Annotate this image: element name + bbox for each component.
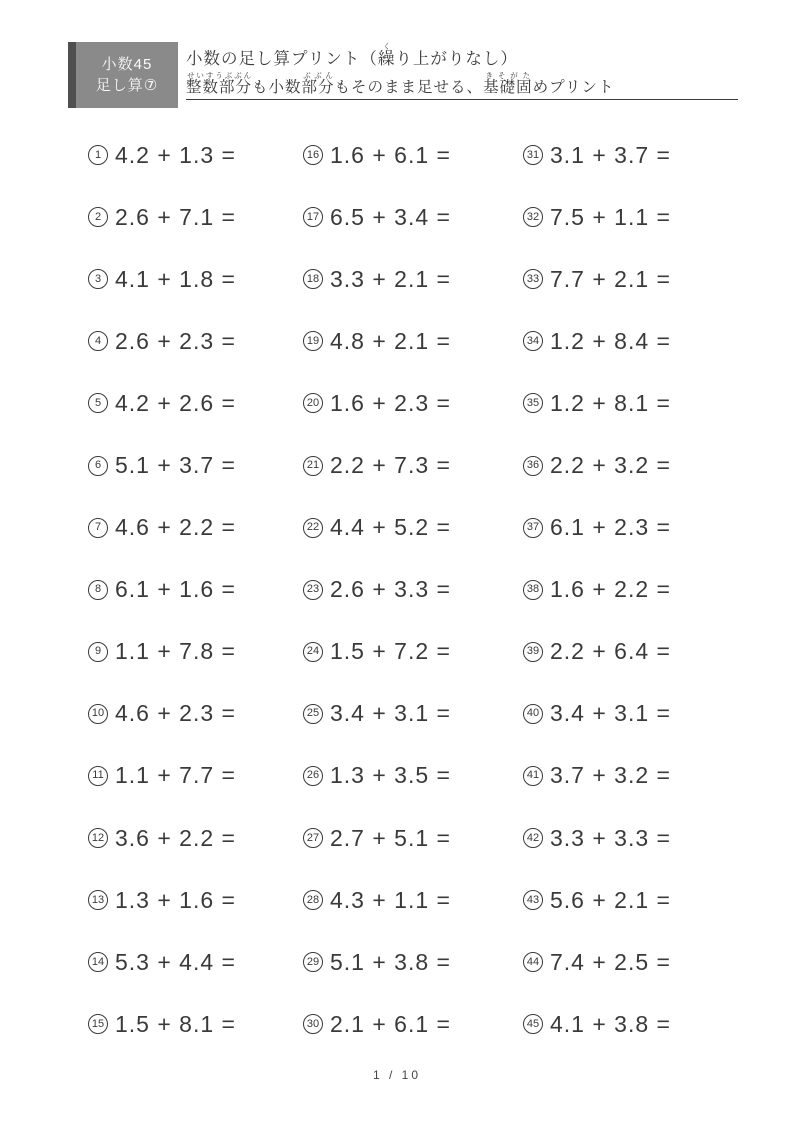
problem-item <box>523 310 738 372</box>
problem-number-badge: 18 <box>303 269 323 289</box>
problem-expression: 3.3 + 2.1 = <box>330 265 451 292</box>
problem-expression: 4.3 + 1.1 = <box>330 886 451 913</box>
problems-column-3 <box>523 124 738 1055</box>
title-text-post: り上がりなし） <box>395 50 518 68</box>
problem-item <box>88 434 303 496</box>
problem-expression: 6.1 + 1.6 = <box>115 576 236 603</box>
problem-number-badge: 31 <box>523 145 543 165</box>
problem-expression: 2.6 + 7.1 = <box>115 203 236 230</box>
problem-item <box>88 310 303 372</box>
problem-number-badge: 19 <box>303 331 323 351</box>
problem-number-badge: 23 <box>303 580 323 600</box>
problem-expression: 4.1 + 1.8 = <box>115 265 236 292</box>
problem-expression: 2.2 + 6.4 = <box>550 638 671 665</box>
problems-column-1 <box>88 124 303 1055</box>
problem-expression: 5.3 + 4.4 = <box>115 948 236 975</box>
subtitle-ruby-3-text: ぶぶん <box>301 70 335 80</box>
problem-item <box>303 186 523 248</box>
problem-item <box>303 310 523 372</box>
subtitle-text-6: めプリント <box>532 78 615 96</box>
problem-item <box>303 497 523 559</box>
problem-item <box>303 434 523 496</box>
unit-topic-label: 足し算⑦ <box>95 77 159 94</box>
problem-item <box>303 124 523 186</box>
problem-number-badge: 43 <box>523 890 543 910</box>
problem-item <box>88 621 303 683</box>
problem-number-badge: 11 <box>88 766 108 786</box>
problem-number-badge: 33 <box>523 269 543 289</box>
problem-expression: 1.2 + 8.4 = <box>550 327 671 354</box>
problem-item <box>88 372 303 434</box>
problem-item <box>303 869 523 931</box>
problem-number-badge: 36 <box>523 456 543 476</box>
problem-expression: 3.4 + 3.1 = <box>330 700 451 727</box>
problem-expression: 1.2 + 8.1 = <box>550 389 671 416</box>
problem-number-badge: 30 <box>303 1014 323 1034</box>
unit-label-box <box>68 42 178 108</box>
problem-expression: 4.2 + 1.3 = <box>115 141 236 168</box>
problems-column-2 <box>303 124 523 1055</box>
problem-expression: 2.6 + 2.3 = <box>115 327 236 354</box>
problem-number-badge: 3 <box>88 269 108 289</box>
problem-expression: 5.1 + 3.7 = <box>115 452 236 479</box>
problem-number-badge: 42 <box>523 828 543 848</box>
problem-number-badge: 39 <box>523 642 543 662</box>
problem-number-badge: 45 <box>523 1014 543 1034</box>
problem-number-badge: 2 <box>88 207 108 227</box>
problem-number-badge: 40 <box>523 704 543 724</box>
worksheet-header <box>68 42 738 108</box>
problem-expression: 4.1 + 3.8 = <box>550 1010 671 1037</box>
problem-expression: 1.3 + 3.5 = <box>330 762 451 789</box>
problem-number-badge: 22 <box>303 518 323 538</box>
worksheet-subtitle <box>186 71 738 96</box>
problem-number-badge: 41 <box>523 766 543 786</box>
problem-item <box>88 931 303 993</box>
worksheet-title <box>186 42 738 69</box>
subtitle-ruby-3 <box>301 70 335 96</box>
problem-item <box>523 807 738 869</box>
problem-item <box>303 931 523 993</box>
problem-item <box>88 186 303 248</box>
problem-expression: 5.1 + 3.8 = <box>330 948 451 975</box>
problem-item <box>523 621 738 683</box>
problem-item <box>303 559 523 621</box>
title-ruby-text: く <box>377 42 396 51</box>
problem-item <box>303 807 523 869</box>
title-text-pre: 小数の足し算プリント（ <box>186 50 378 68</box>
title-ruby <box>377 42 396 68</box>
page-number: 1 / 10 <box>372 1068 422 1082</box>
problem-expression: 6.1 + 2.3 = <box>550 514 671 541</box>
problem-expression: 4.6 + 2.3 = <box>115 700 236 727</box>
problem-expression: 6.5 + 3.4 = <box>330 203 451 230</box>
problem-expression: 4.6 + 2.2 = <box>115 514 236 541</box>
problem-item <box>88 745 303 807</box>
problem-number-badge: 10 <box>88 704 108 724</box>
problem-number-badge: 8 <box>88 580 108 600</box>
subtitle-text-4: もそのまま足せる、 <box>334 78 484 96</box>
problem-item <box>523 993 738 1055</box>
subtitle-ruby-3-base: 部分 <box>301 78 335 96</box>
problem-number-badge: 13 <box>88 890 108 910</box>
problem-item <box>523 869 738 931</box>
problem-expression: 4.2 + 2.6 = <box>115 389 236 416</box>
problem-number-badge: 1 <box>88 145 108 165</box>
subtitle-ruby-5-text: きそがた <box>483 70 533 80</box>
problem-expression: 7.5 + 1.1 = <box>550 203 671 230</box>
problem-expression: 2.2 + 3.2 = <box>550 452 671 479</box>
problem-expression: 2.7 + 5.1 = <box>330 824 451 851</box>
problem-item <box>523 745 738 807</box>
problem-number-badge: 6 <box>88 456 108 476</box>
problem-item <box>88 559 303 621</box>
subtitle-ruby-5 <box>483 70 533 96</box>
problem-item <box>88 807 303 869</box>
problem-number-badge: 7 <box>88 518 108 538</box>
problem-item <box>523 931 738 993</box>
subtitle-ruby-5-base: 基礎固 <box>483 78 533 96</box>
problem-number-badge: 28 <box>303 890 323 910</box>
problem-item <box>88 497 303 559</box>
problem-number-badge: 14 <box>88 952 108 972</box>
problem-number-badge: 34 <box>523 331 543 351</box>
problems-grid <box>88 124 738 1055</box>
problem-item <box>523 372 738 434</box>
problem-expression: 4.8 + 2.1 = <box>330 327 451 354</box>
problem-number-badge: 4 <box>88 331 108 351</box>
problem-number-badge: 44 <box>523 952 543 972</box>
problem-item <box>88 248 303 310</box>
problem-number-badge: 24 <box>303 642 323 662</box>
problem-expression: 3.3 + 3.3 = <box>550 824 671 851</box>
problem-expression: 4.4 + 5.2 = <box>330 514 451 541</box>
problem-number-badge: 17 <box>303 207 323 227</box>
problem-expression: 5.6 + 2.1 = <box>550 886 671 913</box>
subtitle-ruby-1 <box>186 70 253 96</box>
problem-expression: 2.2 + 7.3 = <box>330 452 451 479</box>
problem-expression: 1.6 + 6.1 = <box>330 141 451 168</box>
problem-item <box>523 559 738 621</box>
problem-number-badge: 27 <box>303 828 323 848</box>
problem-expression: 1.3 + 1.6 = <box>115 886 236 913</box>
problem-expression: 1.6 + 2.2 = <box>550 576 671 603</box>
problem-number-badge: 21 <box>303 456 323 476</box>
problem-number-badge: 12 <box>88 828 108 848</box>
subtitle-ruby-1-base: 整数部分 <box>186 78 253 96</box>
problem-number-badge: 29 <box>303 952 323 972</box>
problem-item <box>523 497 738 559</box>
problem-expression: 3.1 + 3.7 = <box>550 141 671 168</box>
problem-item <box>523 683 738 745</box>
problem-expression: 7.7 + 2.1 = <box>550 265 671 292</box>
problem-number-badge: 26 <box>303 766 323 786</box>
title-ruby-base: 繰 <box>377 50 396 68</box>
problem-number-badge: 5 <box>88 393 108 413</box>
problem-expression: 3.4 + 3.1 = <box>550 700 671 727</box>
problem-item <box>88 993 303 1055</box>
problem-expression: 1.5 + 7.2 = <box>330 638 451 665</box>
problem-item <box>303 683 523 745</box>
problem-number-badge: 25 <box>303 704 323 724</box>
problem-item <box>88 683 303 745</box>
problem-item <box>523 186 738 248</box>
problem-expression: 2.1 + 6.1 = <box>330 1010 451 1037</box>
problem-item <box>303 621 523 683</box>
problem-expression: 7.4 + 2.5 = <box>550 948 671 975</box>
subtitle-text-2: も小数 <box>252 78 302 96</box>
problem-expression: 1.1 + 7.8 = <box>115 638 236 665</box>
problem-item <box>303 993 523 1055</box>
problem-number-badge: 35 <box>523 393 543 413</box>
problem-expression: 1.6 + 2.3 = <box>330 389 451 416</box>
problem-number-badge: 15 <box>88 1014 108 1034</box>
problem-number-badge: 9 <box>88 642 108 662</box>
problem-expression: 1.5 + 8.1 = <box>115 1010 236 1037</box>
title-block <box>186 42 738 100</box>
problem-number-badge: 20 <box>303 393 323 413</box>
problem-item <box>88 869 303 931</box>
problem-item <box>523 248 738 310</box>
unit-number-label: 小数45 <box>101 56 153 73</box>
subtitle-ruby-1-text: せいすうぶぶん <box>186 70 252 80</box>
problem-number-badge: 37 <box>523 518 543 538</box>
problem-item <box>303 745 523 807</box>
problem-item <box>523 434 738 496</box>
problem-item <box>88 124 303 186</box>
problem-item <box>303 372 523 434</box>
problem-expression: 3.7 + 3.2 = <box>550 762 671 789</box>
problem-number-badge: 38 <box>523 580 543 600</box>
problem-expression: 1.1 + 7.7 = <box>115 762 236 789</box>
problem-item <box>303 248 523 310</box>
problem-number-badge: 32 <box>523 207 543 227</box>
problem-expression: 3.6 + 2.2 = <box>115 824 236 851</box>
problem-expression: 2.6 + 3.3 = <box>330 576 451 603</box>
problem-number-badge: 16 <box>303 145 323 165</box>
problem-item <box>523 124 738 186</box>
